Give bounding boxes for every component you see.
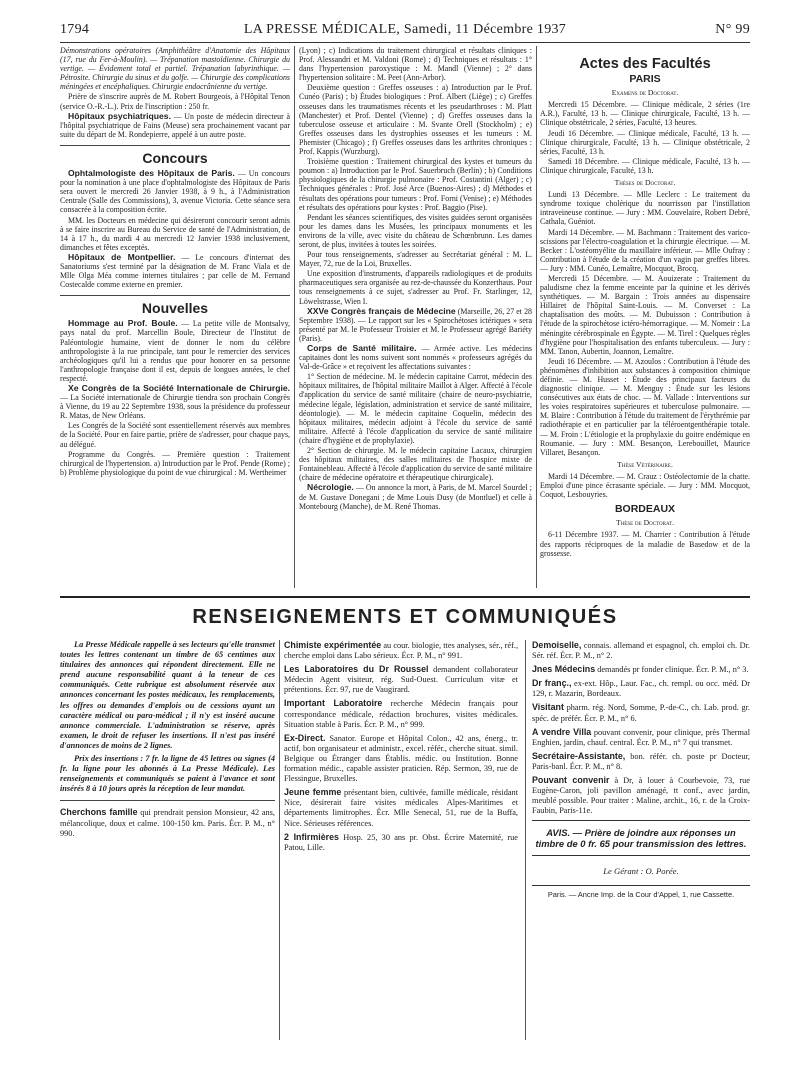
page-header bbox=[60, 22, 750, 43]
classified-ad bbox=[284, 787, 518, 828]
paragraph: Démonstrations opératoires (Amphithéâtre d'Anatomie des Hôpitaux (17, rue du Fer-à-Moulin). — Trépanation mastoïdienne. Chirurgie du vertige. — Évidement total et partiel. Trépanation labyrinthique. — Pétrosite. Chirurgie du sinus et du golfe. — Chirurgie des complications méningées et encéphaliques. Chirurgie endocrânienne du vertige. bbox=[60, 46, 290, 92]
ad-text: Sanator. Europe et Hôpital Colon., 42 ans, énerg., tr. actif, bon organisateur et administr., excel. référ., cherche situat. simil. Belgique ou Étranger dans Établis. médic. ou Institution. Bonne formation médic., capable assister praticien. Rép. Sermon, 39, rue de Flessingue, Bruxelles. bbox=[284, 733, 519, 784]
news-item bbox=[60, 384, 290, 420]
ad-title: Cherchons famille bbox=[60, 807, 138, 818]
ad-title: 2 Infirmières bbox=[284, 831, 339, 842]
ad-title: Jnes Médecins bbox=[532, 664, 596, 675]
ad-text: recherche Médecin français pour correspondance médicale, rédaction brochures, visites médicales. Situation stable à Paris. Écr. P. M., n° 999. bbox=[284, 699, 518, 729]
page-number: 1794 bbox=[60, 22, 90, 37]
classified-ad bbox=[284, 640, 518, 661]
classified-ad bbox=[284, 664, 518, 695]
avis-notice: AVIS. — Prière de joindre aux réponses un timbre de 0 fr. 65 pour transmission des lettres. bbox=[532, 820, 750, 856]
ad-title: Pouvant convenir bbox=[532, 775, 610, 786]
paragraph: Pour tous renseignements, s'adresser au Secrétariat général : M. L. Mayer, 72, rue de la Loi, Bruxelles. bbox=[299, 250, 532, 269]
ad-text: ex-ext. Hôp., Laur. Fac., ch. rempl. ou occ. méd. Dr 129, r. Mazarin, Bordeaux. bbox=[532, 679, 750, 699]
ad-title: Les Laboratoires du Dr Roussel bbox=[284, 664, 429, 675]
item-text: — Un concours pour la nomination à une place d'ophtalmologiste des Hôpitaux de Paris sera ouvert le mercredi 26 Janvier 1938, à 9 h., à l'Administration Centrale (Salle des Commissions), 3, avenue Victoria. Cette séance sera consacrée à la composition écrite. bbox=[60, 169, 290, 215]
subhead-theses: Thèses de Doctorat. bbox=[614, 178, 676, 188]
paragraph: Programme du Congrès. — Première question : Traitement chirurgical de l'hypertension. a) Introduction par le Prof. Pende (Rome) ; b) Problème physiologique du point de vue chirurgical : M. Wertheimer bbox=[60, 449, 290, 477]
ad-text: pouvant convenir, pour clinique, près Thermal Enghien, jardin, chauf. central. Écr. P. M., n° 7 qui transmet. bbox=[532, 727, 750, 747]
item-text: (Marseille, 26, 27 et 28 Septembre 1938). — Le rapport sur les « Spirochétoses ictériques » sera présenté par M. le Professeur Troisier et M. le Professeur agrégé Bariéty (Paris). bbox=[299, 306, 532, 343]
news-item bbox=[299, 483, 532, 510]
thesis-entry: Lundi 13 Décembre. — Mlle Leclerc : Le traitement du syndrome toxique cholérique du nourrisson par l'instillation intraveineuse continue. — Jury : MM. Couvelaire, Robert Debré, Cathala, Guéniot. bbox=[540, 190, 750, 227]
ad-title: A vendre Villa bbox=[532, 726, 592, 737]
exam-entry: Jeudi 16 Décembre. — Clinique médicale, Faculté, 13 h. — Clinique chirurgicale, Faculté, 13 h. — Clinique obstétricale, 2 séries, Faculté, 13 h. bbox=[540, 128, 750, 156]
ad-title: Ex-Direct. bbox=[284, 732, 326, 743]
news-item bbox=[60, 319, 290, 383]
classified-ad bbox=[532, 640, 750, 661]
paragraph: Une exposition d'instruments, d'appareils radiologiques et de produits pharmaceutiques sera organisée au rez-de-chaussée du Konzerthaus. Pour tous renseignements à ce sujet, s'adresser au Prof. Fr. Starlinger, 12, Löwelstrasse, Wien I. bbox=[299, 269, 532, 306]
news-item bbox=[60, 169, 290, 214]
news-item bbox=[60, 112, 290, 139]
column-rule bbox=[294, 46, 295, 588]
thesis-entry: Jeudi 16 Décembre. — M. Azoulos : Contribution à l'étude des phénomènes d'inhibition aux substances à composition chimique définie. — M. Husset : Étude des principaux facteurs du diagnostic clinique. — M. Menguy : Étude sur les lésions consécutives aux états de choc. — M. Vallade : Interventions sur les voies respiratoires supérieures et tuberculose pulmonaire. — M. Blaire : Contribution à l'étude du traitement de l'érythrémie par radiothérapie et en particulier par la téléroentgenthérapie totale. — M. Froin : L'étiologie et la prophylaxie du goitre endémique en Roumanie. — Jury : MM. Besançon, Lerebouillet, Maurice Villaret, Besançon. bbox=[540, 356, 750, 457]
ad-text: à Dr, à louer à Courbevoie, 73, rue Eugène-Caron, joli pavillon aménagé, tt conf., avec jardin, meublé possible. Pour traiter : Maline, archit., 16, r. de la Croix-Faubin, Paris-11e. bbox=[532, 776, 750, 816]
ads-column-2 bbox=[284, 640, 518, 856]
classified-ad bbox=[532, 702, 750, 723]
section-title-actes: Actes des Facultés bbox=[579, 56, 711, 72]
paragraph: Les Congrès de la Société sont essentiellement réservés aux membres de la Société. Pour en faire partie, prière de s'adresser, pour chaque pays, au délégué. bbox=[60, 421, 290, 449]
subhead-bordeaux: Thèse de Doctorat. bbox=[616, 518, 674, 528]
section-title-nouvelles: Nouvelles bbox=[141, 300, 209, 317]
ad-title: Secrétaire-Assistante, bbox=[532, 750, 626, 761]
ad-text: demandés pr fonder clinique. Écr. P. M., n° 3. bbox=[597, 665, 749, 675]
subhead-examens: Examens de Doctorat. bbox=[611, 88, 679, 98]
item-title: Ophtalmologiste des Hôpitaux de Paris. bbox=[68, 168, 235, 179]
divider bbox=[60, 800, 275, 801]
ad-title: Dr franç., bbox=[532, 678, 572, 689]
item-text: — Le concours d'internat des Sanatoriums s'est terminé par la désignation de M. Franc Viala et de Mlle Olga Méa comme internes titulaires ; par celle de M. Fernand Costecalde comme externe en premier. bbox=[60, 252, 290, 290]
divider bbox=[60, 295, 290, 296]
news-item bbox=[60, 253, 290, 289]
item-title: Hôpitaux psychiatriques. bbox=[68, 110, 171, 121]
paragraph: 2° Section de chirurgie. M. le médecin capitaine Lacaux, chirurgien des hôpitaux militaires, des salles militaires de l'hospice mixte de Fontainebleau. Affecté à l'école d'application du service de santé militaire (chaire de médecine opératoire et thérapeutique chirurgicale). bbox=[299, 446, 532, 483]
ad-title: Demoiselle, bbox=[532, 640, 582, 650]
subhead-these-vet: Thèse Vétérinaire. bbox=[617, 459, 673, 469]
city-title-paris: PARIS bbox=[629, 73, 661, 86]
thesis-entry: Mardi 14 Décembre. — M. Bachmann : Traitement des varico-scissions par l'électro-coagulation et la chirurgie électrique. — M. Becker : L'ostéomyélite du maxillaire inférieur. — Mlle Oufray : Contribution à l'étude de la création d'un vagin par greffes libres. — Jury : MM. Cunéo, Lemaître, Mocquot, Brocq. bbox=[540, 227, 750, 273]
paragraph: Troisième question : Traitement chirurgical des kystes et tumeurs du poumon : a) Introduction par le Prof. Sauerbruch (Berlin) ; b) Conditions physiologiques de la chirurgie pulmonaire : Prof. Costantini (Alger) ; c) Techniques générales : Prof. José Arce (Buenos-Aires) ; d) Méthodes et résultats des opérations pour tumeurs : Prof. Forni (Venise) ; e) Méthodes et résultats des opérations pour kystes : Prof. Baggio (Pise). bbox=[299, 157, 532, 212]
paragraph: 1° Section de médecine. M. le médecin capitaine Carrot, médecin des hôpitaux militaires, de l'hôpital militaire Maillot à Alger. Affecté à l'école d'application du service de santé militaire (chaire de neuro-psychiatrie, médecine légale, législation, administration et service de santé militaire, déontologie). — M. le médecin capitaine Coquelin, médecin des hôpitaux militaires, médecin adjoint à l'école du service de santé militaire. Affecté à l'école d'application du service de santé militaire (chaire d'hygiène et de prophylaxie). bbox=[299, 372, 532, 445]
exam-entry: Mercredi 15 Décembre. — Clinique médicale, 2 séries (1re A.R.), Faculté, 13 h. — Clinique chirurgicale, Faculté, 13 h. — Clinique obstétricale, 2 séries, Faculté, 13 heures. bbox=[540, 100, 750, 128]
paragraph: MM. les Docteurs en médecine qui désireront concourir seront admis à se faire inscrire au Bureau du Service de santé de l'Administration, de 14 à 17 h., du mardi 4 au mercredi 12 Janvier 1938 inclusivement, dimanches et fêtes exceptés. bbox=[60, 215, 290, 252]
column-2 bbox=[299, 46, 532, 596]
ad-text: Hosp. 25, 30 ans pr. Obst. Écrire Maternité, rue Patou, Lille. bbox=[284, 832, 518, 852]
column-rule bbox=[279, 640, 280, 1040]
item-title: XXVe Congrès français de Médecine bbox=[307, 305, 456, 316]
item-text: — Un poste de médecin directeur à l'hôpital psychiatrique de Fains (Meuse) sera prochainement vacant par suite du départ de M. Rondepierre, appelé à un autre poste. bbox=[60, 111, 290, 139]
column-3 bbox=[540, 46, 750, 596]
ad-title: Jeune femme bbox=[284, 787, 342, 798]
journal-title: LA PRESSE MÉDICALE, Samedi, 11 Décembre 1937 bbox=[243, 22, 567, 37]
item-title: Hommage au Prof. Boule. bbox=[68, 318, 178, 329]
ads-column-1 bbox=[60, 640, 275, 842]
exam-entry: Samedi 18 Décembre. — Clinique médicale, Faculté, 13 h. — Clinique chirurgicale, Faculté, 13 h. bbox=[540, 156, 750, 175]
intro-paragraph: La Presse Médicale rappelle à ses lecteurs qu'elle transmet toutes les lettres contenant un timbre de 65 centimes aux titulaires des annonces qui répondent directement. Elle ne prend aucune responsabilité quant à la teneur de ces communiqués. Cette rubrique est absolument réservée aux annonces concernant les postes médicaux, les remplacements, les offres ou demandes d'emplois ou de cessions ayant un caractère médical ou para-médical ; il n'y est inséré aucune annonce commerciale. L'administration se réserve, après examen, le droit de refuser les insertions. Il n'est pas inséré d'annonces de moins de 2 lignes. bbox=[60, 640, 275, 750]
paragraph: (Lyon) ; c) Indications du traitement chirurgical et résultats cliniques : Prof. Alessandri et M. Valdoni (Rome) ; d) Techniques et résultats : 1° dans l'hypertension paroxystique : M. Mandl (Vienne) ; 2° dans l'hypertension solitaire : M. Peet (Ann-Arbor). bbox=[299, 46, 532, 83]
classified-ad bbox=[532, 751, 750, 772]
item-title: Hôpitaux de Montpellier. bbox=[68, 251, 176, 262]
item-text: — Armée active. Les médecins capitaines dont les noms suivent sont nommés « professeurs agrégés du Val-de-Grâce » et reçoivent les affectations suivantes : bbox=[299, 344, 532, 372]
classified-ad bbox=[532, 678, 750, 699]
divider bbox=[60, 145, 290, 146]
item-title: Nécrologie. bbox=[307, 482, 354, 493]
ad-title: Chimiste expérimentée bbox=[284, 640, 382, 650]
news-item bbox=[299, 307, 532, 343]
ad-text: demandent collaborateur Médecin Agent visiteur, rég. Sud-Ouest. Curriculum vitæ et prétentions. Écr. 97, rue de Vaugirard. bbox=[284, 665, 518, 695]
thesis-entry: Mercredi 15 Décembre. — M. Aouizerate : Traitement du paludisme chez la femme enceinte par la quinine et les dérivés synthétiques. — M. Bargain : Trois années au dispensaire Hillairet de l'hôpital Saint-Louis. — M. Converset : La chaptalisation des moûts. — M. Dubuisson : Contribution à l'étude de la spirochétose ictéro-hémorragique. — M. Nomeir : La méningite cérébrospinale en Égypte. — M. Tirel : Quelques règles d'hygiène pour l'hospitalisation des enfants tuberculeux. — Jury : MM. Tanon, Aubertin, Joannon, Lemaître. bbox=[540, 273, 750, 356]
paragraph: Prière de s'inscrire auprès de M. Robert Bourgeois, à l'Hôpital Tenon (service O.-R.-L.). Prix de l'inscription : 250 fr. bbox=[60, 92, 290, 111]
ad-text: présentant bien, cultivée, famille médicale, résidant Nice, désirerait faire visites médicales Alpes-Maritimes et départements limitrophes. Écr. Mlle Senecal, 51, rue de la Buffa, Nice. Sérieuses références. bbox=[284, 788, 519, 828]
issue-number: N° 99 bbox=[715, 22, 750, 37]
column-rule bbox=[525, 640, 526, 1040]
ad-title: Important Laboratoire bbox=[284, 698, 383, 709]
ad-title: Visitant bbox=[532, 702, 564, 713]
column-1 bbox=[60, 46, 290, 596]
thesis-entry: 6-11 Décembre 1937. — M. Charrier : Contribution à l'étude des rapports réciproques de la maladie de Basedow et de la grossesse. bbox=[540, 530, 750, 558]
intro-paragraph: Prix des insertions : 7 fr. la ligne de 45 lettres ou signes (4 fr. la ligne pour les abonnés à La Presse Médicale). Les renseignements et communiqués se paient à l'avance et sont insérés 8 à 10 jours après la réception de leur mandat. bbox=[60, 754, 275, 794]
classified-ad bbox=[532, 775, 750, 816]
ad-text: connais. allemand et espagnol, ch. emploi ch. Dr. Sér. réf. Écr. P. M., n° 2. bbox=[532, 641, 750, 661]
item-text: — La petite ville de Montsalvy, pays natal du prof. Marcellin Boule, Directeur de l'Institut de Paléontologie humaine, vient de donner le nom du célèbre anthropologiste à la rue principale, tant pour le remercier des services archéologiques qu'il lui a rendus que pour honorer en sa personne l'anthropologie française dont il est, depuis de longues années, le chef respecté. bbox=[60, 319, 290, 383]
classified-ad bbox=[532, 664, 750, 675]
gerant-line: Le Gérant : O. Porée. bbox=[603, 866, 679, 877]
ad-text: pharm. rég. Nord, Somme, P.-de-C., ch. Lab. prod. gr. spéc. de préfér. Écr. P. M., n° 6. bbox=[532, 703, 750, 723]
printer-line: Paris. — Ancne Imp. de la Cour d'Appel, 1, rue Cassette. bbox=[532, 885, 750, 900]
section-title-concours: Concours bbox=[142, 149, 208, 166]
city-title-bordeaux: BORDEAUX bbox=[614, 503, 676, 516]
classified-ad bbox=[60, 807, 275, 838]
classified-ad bbox=[284, 733, 518, 784]
item-title: Corps de Santé militaire. bbox=[307, 343, 417, 353]
thesis-entry: Mardi 14 Décembre. — M. Crauz : Ostéolectomie de la chatte. Emploi d'une pince écrasante spéciale. — Jury : MM. Mocquot, Coquot, Lesbouyries. bbox=[540, 471, 750, 500]
section-title-renseignements: RENSEIGNEMENTS ET COMMUNIQUÉS bbox=[60, 596, 750, 630]
item-title: Xe Congrès de la Société Internationale de Chirurgie. bbox=[68, 383, 290, 393]
column-rule bbox=[536, 46, 537, 588]
paragraph: Deuxième question : Greffes osseuses : a) Introduction par le Prof. Cunéo (Paris) ; b) Études biologiques : Prof. Albert (Liège) ; c) Greffes osseuses dans les traumatismes récents et les pseudarthroses : M. Platt (Manchester) et Prof. Dentel (Vienne) ; d) Greffes osseuses dans la tuberculose osseuse et articulaire : M. Svante Orell (Stockholm) ; e) Greffes osseuses dans les dystrophies osseuses et les tumeurs : M. Phemister (Chicago) ; f) Greffes osseuses dans les arthrites chroniques : Prof. Kappis (Wurzburg). bbox=[299, 83, 532, 157]
classified-ad bbox=[532, 727, 750, 748]
news-item bbox=[299, 344, 532, 371]
classified-ad bbox=[284, 832, 518, 853]
ad-text: au cour. biologie, ttes analyses, sér., réf., cherche emploi dans Labo sérieux. Écr. P. M., n° 991. bbox=[284, 641, 519, 661]
ad-text: qui prendrait pension Monsieur, 42 ans, mélancolique, doux et calme. 100-150 km. Paris. Écr. P. M., n° 990. bbox=[60, 808, 275, 838]
item-text: — La Société internationale de Chirurgie tiendra son prochain Congrès à Vienne, du 19 au 22 Septembre 1938, sous la présidence du professeur R. Matas, de New Orléans. bbox=[60, 393, 290, 421]
ads-column-3 bbox=[532, 640, 750, 900]
ads-intro bbox=[60, 640, 275, 794]
paragraph: Pendant les séances scientifiques, des visites guidées seront organisées pour les dames dans les Musées, les principaux monuments et les environs de la ville, avec visite du château de Schœnbrunn. Les dames seront, de plus, invitées à toutes les soirées. bbox=[299, 212, 532, 249]
ad-text: bon. référ. ch. poste pr Docteur, Paris-banl. Écr. P. M., n° 8. bbox=[532, 751, 750, 771]
classified-ad bbox=[284, 698, 518, 729]
item-text: — On annonce la mort, à Paris, de M. Marcel Sourdel ; de M. Gustave Donegani ; de Mme Louis Dusy (de Montluel) et celle à Montebourg (Manche), de M. René Thomas. bbox=[299, 483, 532, 511]
